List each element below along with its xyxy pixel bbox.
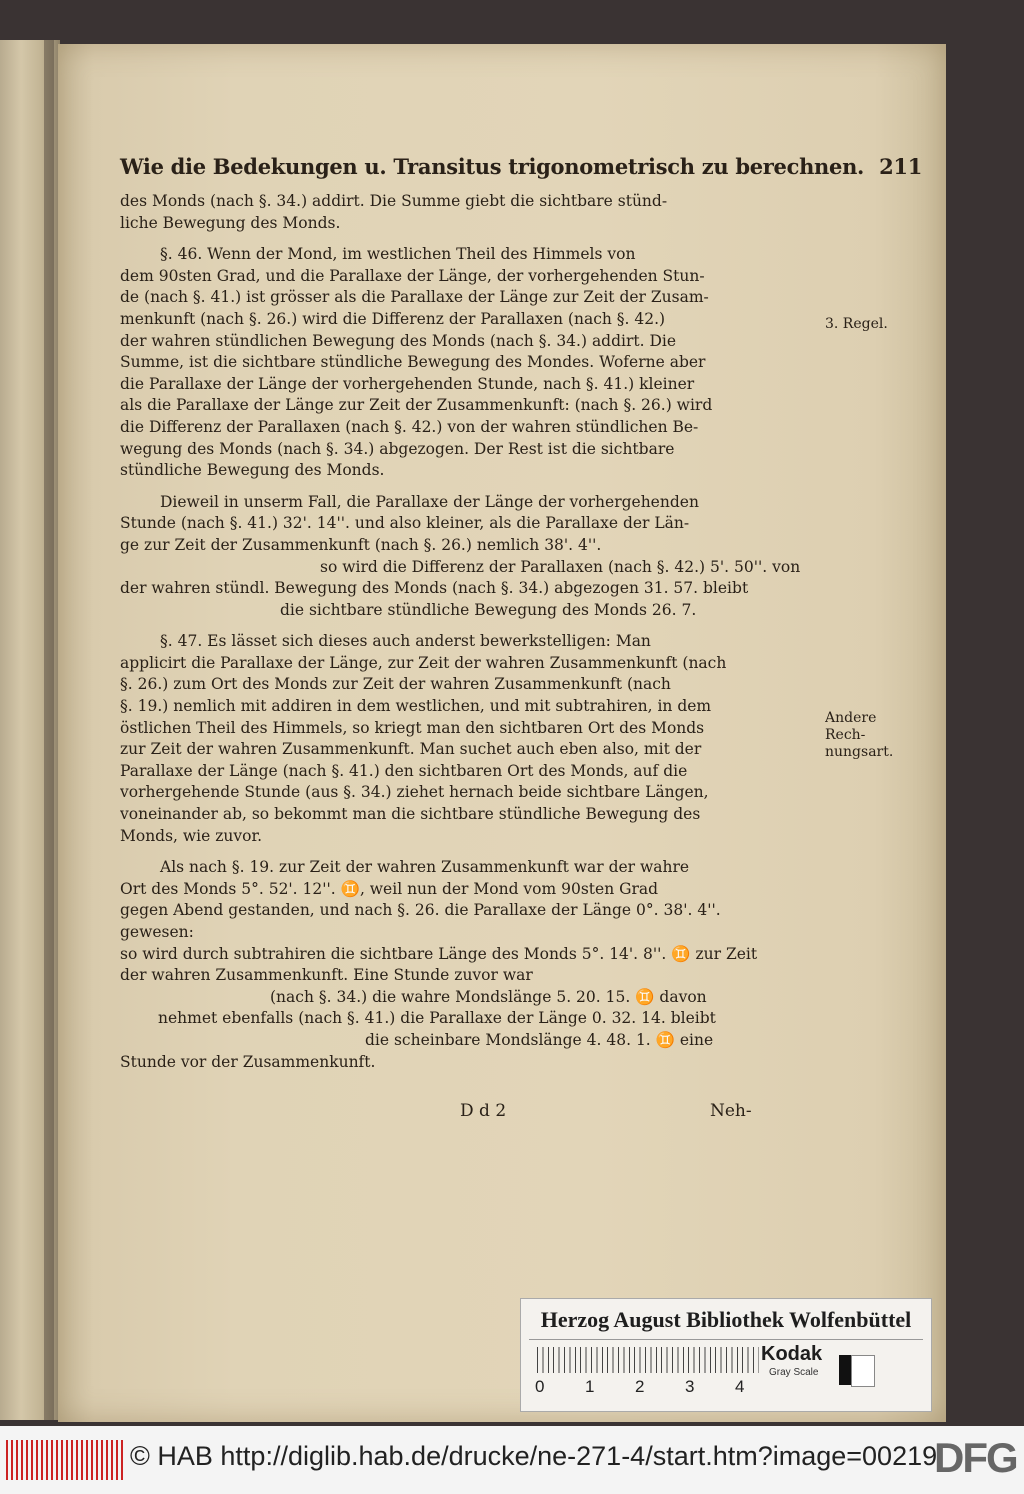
calc-line: der wahren stündl. Bewegung des Monds (nach §. 34.) abgezogen 31. 57. bleibt	[120, 579, 749, 598]
calc-line: so wird die Differenz der Parallaxen (nach §. 42.) 5'. 50''. von	[320, 557, 801, 576]
text-line: zur Zeit der wahren Zusammenkunft. Man suchet auch eben also, mit der	[120, 740, 702, 759]
text-line: §. 19.) nemlich mit addiren in dem westlichen, und mit subtrahiren, in dem	[120, 697, 712, 716]
running-title: Wie die Bedekungen u. Transitus trigonometrisch zu berechnen.	[120, 154, 865, 179]
text-line: gewesen:	[120, 923, 194, 941]
signature-mark: D d 2	[460, 1101, 507, 1122]
text-line: Monds, wie zuvor.	[120, 826, 263, 845]
margin-note-line: Andere	[825, 710, 877, 726]
text-line: dem 90sten Grad, und die Parallaxe der Länge, der vorhergehenden Stun-	[120, 266, 705, 285]
text-line: §. 46. Wenn der Mond, im westlichen Theil des Himmels von	[160, 245, 636, 264]
calc-line: (nach §. 34.) die wahre Mondslänge 5. 20. 15. ♊ davon	[270, 987, 707, 1006]
text-line: so wird durch subtrahiren die sichtbare Länge des Monds 5°. 14'. 8''. ♊ zur Zeit	[120, 944, 758, 963]
kodak-brand: Kodak	[761, 1343, 823, 1365]
text-line: Summe, ist die sichtbare stündliche Bewegung des Mondes. Woferne aber	[120, 353, 706, 372]
text-line: Als nach §. 19. zur Zeit der wahren Zusammenkunft war der wahre	[160, 858, 690, 877]
text-line: §. 26.) zum Ort des Monds zur Zeit der wahren Zusammenkunft (nach	[120, 675, 671, 694]
text-line: vorhergehende Stunde (aus §. 34.) ziehet hernach beide sichtbare Längen,	[120, 783, 709, 802]
calc-line: die scheinbare Mondslänge 4. 48. 1. ♊ eine	[365, 1030, 714, 1049]
margin-note-line: nungsart.	[825, 744, 894, 760]
gray-scale-swatch-black	[839, 1355, 851, 1385]
text-line: Parallaxe der Länge (nach §. 41.) den sichtbaren Ort des Monds, auf die	[120, 761, 688, 780]
scale-number: 4	[735, 1377, 745, 1396]
page-footer	[120, 1101, 840, 1141]
text-line: wegung des Monds (nach §. 34.) abgezogen. Der Rest ist die sichtbare	[120, 439, 675, 458]
text-line: der wahren Zusammenkunft. Eine Stunde zuvor war	[120, 966, 533, 985]
text-line: Stunde (nach §. 41.) 32'. 14''. und also kleiner, als die Parallaxe der Län-	[120, 514, 690, 533]
scale-number: 1	[585, 1377, 595, 1396]
catchword: Neh-	[710, 1101, 752, 1122]
text-line: Stunde vor der Zusammenkunft.	[120, 1052, 376, 1071]
paragraph	[120, 631, 840, 847]
margin-note-line: Rech-	[825, 727, 866, 743]
book-gutter	[44, 40, 54, 1420]
paragraph	[120, 492, 840, 622]
library-label-card	[520, 1298, 932, 1412]
library-name: Herzog August Bibliothek Wolfenbüttel	[540, 1307, 912, 1332]
page-text-block	[120, 154, 923, 1141]
label-divider	[529, 1339, 923, 1340]
paragraph	[120, 857, 840, 1073]
text-line: applicirt die Parallaxe der Länge, zur Zeit der wahren Zusammenkunft (nach	[120, 653, 727, 672]
scale-number: 2	[635, 1377, 645, 1396]
text-line: ge zur Zeit der Zusammenkunft (nach §. 26.) nemlich 38'. 4''.	[120, 535, 602, 554]
gray-scale-label: Gray Scale	[769, 1367, 819, 1378]
scale-number: 0	[535, 1377, 545, 1396]
text-line: der wahren stündlichen Bewegung des Monds (nach §. 34.) addirt. Die	[120, 331, 677, 350]
book-page	[58, 44, 946, 1422]
calc-line: nehmet ebenfalls (nach §. 41.) die Parallaxe der Länge 0. 32. 14. bleibt	[158, 1009, 716, 1028]
page-number: 211	[879, 154, 923, 179]
paragraph	[120, 244, 840, 482]
viewer-footer-bar	[0, 1426, 1024, 1494]
scale-number: 3	[685, 1377, 695, 1396]
text-line: de (nach §. 41.) ist grösser als die Parallaxe der Länge zur Zeit der Zusam-	[120, 288, 709, 307]
dfg-logo: DFG	[934, 1434, 1017, 1481]
text-line: des Monds (nach §. 34.) addirt. Die Summe giebt die sichtbare stünd-	[120, 192, 668, 210]
calc-line: die sichtbare stündliche Bewegung des Monds 26. 7.	[280, 600, 697, 619]
ruler-scale	[537, 1347, 759, 1373]
margin-note-rechnungsart	[825, 710, 893, 761]
text-line: als die Parallaxe der Länge zur Zeit der Zusammenkunft: (nach §. 26.) wird	[120, 396, 713, 415]
text-line: menkunft (nach §. 26.) wird die Differenz der Parallaxen (nach §. 42.)	[120, 309, 666, 328]
text-line: Dieweil in unserm Fall, die Parallaxe der Länge der vorhergehenden	[160, 492, 699, 511]
text-line: §. 47. Es lässet sich dieses auch anderst bewerkstelligen: Man	[160, 632, 651, 651]
text-line: liche Bewegung des Monds.	[120, 213, 341, 232]
barcode-icon	[6, 1440, 126, 1480]
running-header	[120, 154, 923, 179]
text-line: voneinander ab, so bekommt man die sichtbare stündliche Bewegung des	[120, 805, 701, 824]
margin-note-regel: 3. Regel.	[825, 316, 888, 332]
text-line: östlichen Theil des Himmels, so kriegt man den sichtbaren Ort des Monds	[120, 718, 705, 737]
gray-scale-swatch-white	[851, 1355, 875, 1387]
text-line: die Differenz der Parallaxen (nach §. 42.) von der wahren stündlichen Be-	[120, 417, 699, 436]
text-line: die Parallaxe der Länge der vorhergehenden Stunde, nach §. 41.) kleiner	[120, 374, 695, 393]
text-line: gegen Abend gestanden, und nach §. 26. die Parallaxe der Länge 0°. 38'. 4''.	[120, 901, 721, 920]
source-url[interactable]: © HAB http://diglib.hab.de/drucke/ne-271-4/start.htm?image=00219	[130, 1441, 938, 1471]
text-line: stündliche Bewegung des Monds.	[120, 461, 385, 480]
text-line: Ort des Monds 5°. 52'. 12''. ♊, weil nun der Mond vom 90sten Grad	[120, 879, 659, 898]
paragraph	[120, 191, 840, 234]
